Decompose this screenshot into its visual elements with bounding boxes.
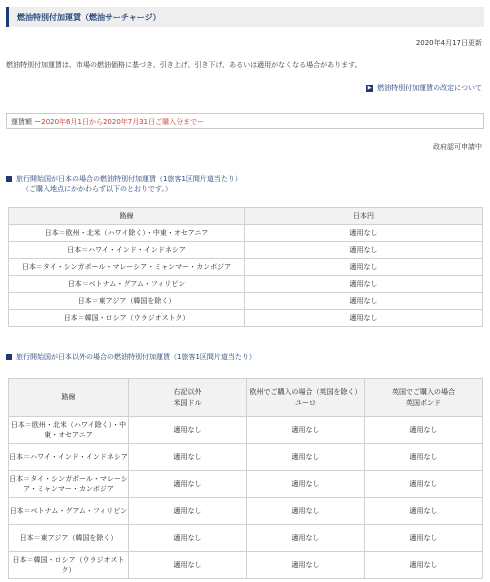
japan-origin-surcharge-table: [8, 207, 483, 327]
fare-period-text: [11, 117, 204, 127]
route-cell: 日本＝韓国・ロシア（ウラジオストク）: [9, 310, 245, 327]
section1-heading-text: 旅行開始国が日本の場合の燃油特別付加運賃（1旅客1区間片道当たり）: [16, 175, 242, 183]
square-bullet-icon: [6, 354, 12, 360]
square-bullet-icon: [6, 176, 12, 182]
arrow-right-icon: ▶: [367, 84, 372, 91]
value-cell: 適用なし: [365, 552, 483, 579]
table-row: [9, 525, 483, 552]
table-header-row: [9, 379, 483, 417]
value-cell: 適用なし: [365, 417, 483, 444]
route-cell: 日本＝ハワイ・インド・インドネシア: [9, 444, 129, 471]
route-cell: 日本＝ベトナム・グアム・フィリピン: [9, 498, 129, 525]
table-row: [9, 293, 483, 310]
route-cell: 日本＝東アジア（韓国を除く）: [9, 293, 245, 310]
column-header-route: 路線: [9, 208, 245, 225]
value-cell: 適用なし: [247, 525, 365, 552]
table-row: [9, 498, 483, 525]
route-cell: 日本＝タイ・シンガポール・マレーシア・ミャンマー・カンボジア: [9, 471, 129, 498]
value-cell: 適用なし: [247, 471, 365, 498]
value-cell: 適用なし: [129, 498, 247, 525]
page-title-bar: [6, 7, 484, 27]
column-header-eur: 欧州でご購入の場合（英国を除く） ユーロ: [247, 379, 365, 417]
value-cell: 適用なし: [129, 444, 247, 471]
value-cell: 適用なし: [245, 310, 483, 327]
table-row: [9, 225, 483, 242]
table-header-row: [9, 208, 483, 225]
value-cell: 適用なし: [245, 242, 483, 259]
value-cell: 適用なし: [247, 552, 365, 579]
fare-period-value: 2020年6月1日から2020年7月31日ご購入分までー: [41, 118, 205, 126]
value-cell: 適用なし: [245, 225, 483, 242]
fare-period-label: 運賃額 ー: [11, 118, 42, 126]
value-cell: 適用なし: [247, 498, 365, 525]
value-cell: 適用なし: [245, 259, 483, 276]
route-cell: 日本＝欧州・北米（ハワイ除く）・中東・オセアニア: [9, 225, 245, 242]
value-cell: 適用なし: [129, 525, 247, 552]
updated-date: 2020年4月17日更新: [415, 39, 482, 47]
fare-period-box: [6, 113, 484, 129]
value-cell: 適用なし: [365, 498, 483, 525]
non-japan-origin-surcharge-table: [8, 378, 483, 579]
column-header-usd: 右記以外 米国ドル: [129, 379, 247, 417]
value-cell: 適用なし: [129, 552, 247, 579]
approval-status: 政府認可申請中: [433, 143, 482, 151]
value-cell: 適用なし: [365, 444, 483, 471]
table-row: [9, 417, 483, 444]
column-header-route: 路線: [9, 379, 129, 417]
page-title: 燃油特別付加運賃（燃油サーチャージ）: [17, 13, 161, 22]
route-cell: 日本＝欧州・北米（ハワイ除く）・中東・オセアニア: [9, 417, 129, 444]
value-cell: 適用なし: [247, 444, 365, 471]
value-cell: 適用なし: [245, 276, 483, 293]
revision-link-label[interactable]: 燃油特別付加運賃の改定について: [377, 84, 482, 92]
route-cell: 日本＝ハワイ・インド・インドネシア: [9, 242, 245, 259]
table-row: [9, 552, 483, 579]
table-row: [9, 259, 483, 276]
route-cell: 日本＝タイ・シンガポール・マレーシア・ミャンマー・カンボジア: [9, 259, 245, 276]
table-row: [9, 276, 483, 293]
table-row: [9, 310, 483, 327]
value-cell: 適用なし: [365, 525, 483, 552]
section2-heading: [6, 352, 256, 362]
value-cell: 適用なし: [129, 471, 247, 498]
section2-heading-text: 旅行開始国が日本以外の場合の燃油特別付加運賃（1旅客1区間片道当たり）: [16, 353, 256, 361]
section1-subheading: （ご購入地点にかかわらず以下のとおりです。）: [22, 185, 172, 193]
value-cell: 適用なし: [245, 293, 483, 310]
value-cell: 適用なし: [247, 417, 365, 444]
table-row: [9, 444, 483, 471]
route-cell: 日本＝東アジア（韓国を除く）: [9, 525, 129, 552]
column-header-gbp: 英国でご購入の場合 英国ポンド: [365, 379, 483, 417]
table-row: [9, 242, 483, 259]
route-cell: 日本＝韓国・ロシア（ウラジオストク）: [9, 552, 129, 579]
revision-link[interactable]: [366, 83, 482, 93]
value-cell: 適用なし: [129, 417, 247, 444]
column-header-jpy: 日本円: [245, 208, 483, 225]
intro-text: 燃油特別付加運賃は、市場の燃油価格に基づき、引き上げ、引き下げ、あるいは適用がなくなる場合があります。: [6, 61, 362, 69]
table-row: [9, 471, 483, 498]
section1-heading: [6, 174, 242, 184]
route-cell: 日本＝ベトナム・グアム・フィリピン: [9, 276, 245, 293]
value-cell: 適用なし: [365, 471, 483, 498]
